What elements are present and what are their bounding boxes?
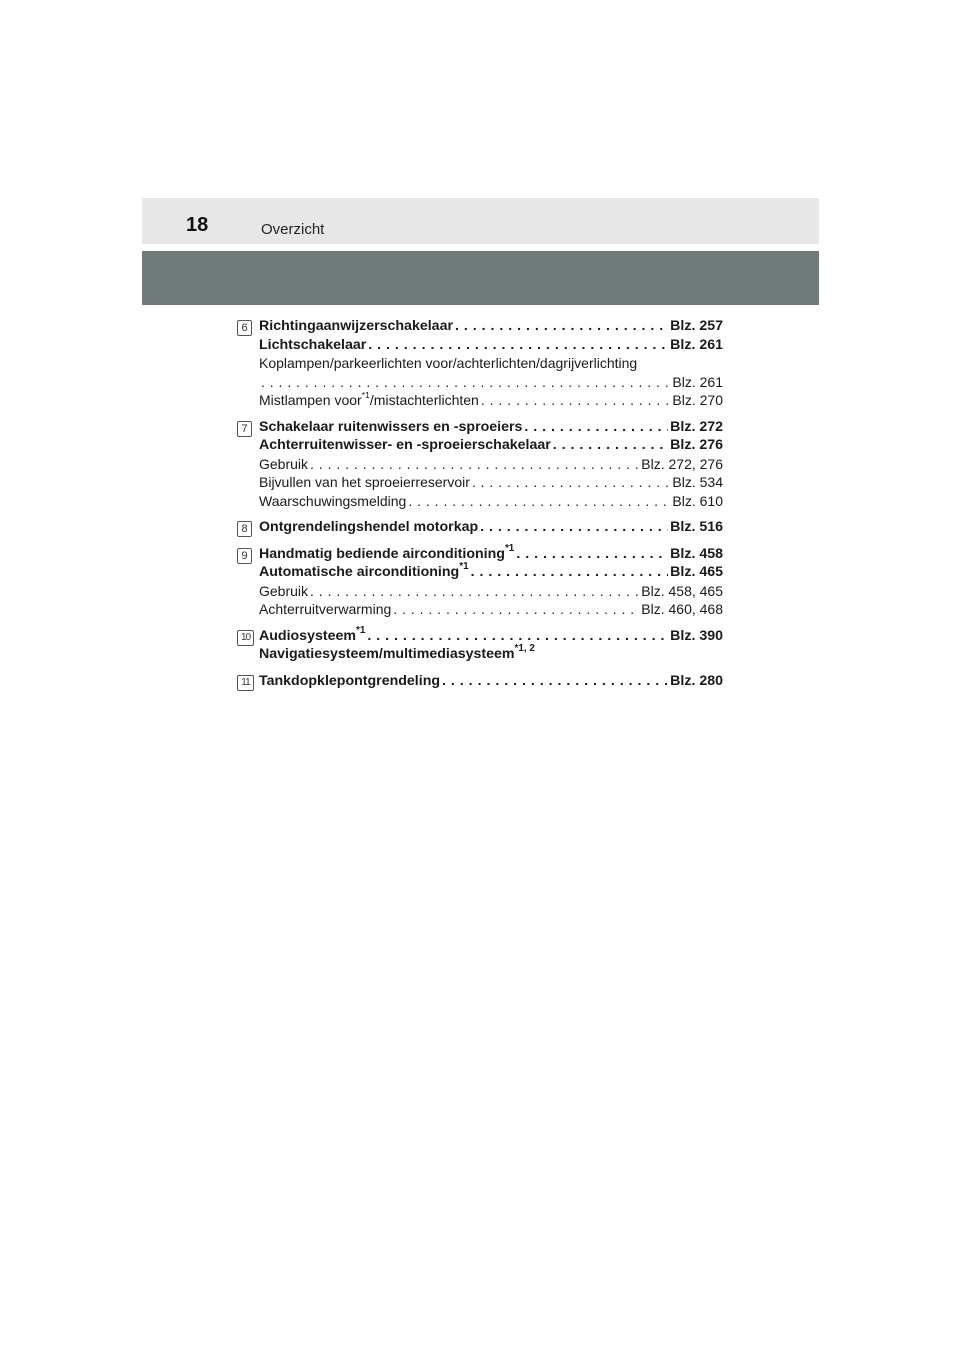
page-reference: Blz. 460, 468 <box>641 601 723 617</box>
page-reference: Blz. 261 <box>672 373 723 390</box>
entry-label: Gebruik <box>259 455 309 472</box>
page-reference: Blz. 458 <box>670 545 723 562</box>
leader-dots <box>481 391 671 410</box>
index-content <box>237 317 723 698</box>
leader-dots <box>471 563 669 582</box>
page-reference: Blz. 458, 465 <box>641 582 723 599</box>
leader-dots <box>553 436 668 455</box>
entry-label: Audiosysteem$^{*1}$ <box>259 624 366 644</box>
index-entry <box>259 518 723 537</box>
page-reference: Blz. 270 <box>672 392 723 408</box>
item-number-badge: 6 <box>237 320 252 336</box>
index-entry <box>259 542 723 564</box>
entry-label: Schakelaar ruitenwissers en -sproeiers <box>259 418 523 435</box>
entry-label: Richtingaanwijzerschakelaar <box>259 318 453 334</box>
page-number: 18 <box>186 214 209 236</box>
index-section <box>237 672 723 691</box>
index-entry <box>259 624 723 646</box>
entry-label: Achterruitenwisser- en -sproeierschakelaar <box>259 437 551 453</box>
leader-dots <box>310 582 639 601</box>
index-entry <box>259 418 723 437</box>
index-entry <box>259 317 723 336</box>
index-section <box>237 542 723 619</box>
leader-dots <box>261 373 670 392</box>
index-entry <box>259 672 723 691</box>
index-entry <box>259 563 723 582</box>
index-entry <box>259 492 723 511</box>
entry-label: Bijvullen van het sproeierreservoir <box>259 474 470 490</box>
index-entry <box>259 373 723 392</box>
index-entry <box>259 336 723 355</box>
item-number-badge: 9 <box>237 548 252 564</box>
item-number-badge: 11 <box>237 675 254 691</box>
page-reference: Blz. 516 <box>670 519 723 535</box>
footnote-marker: *1, 2 <box>514 643 535 655</box>
index-entry-text: Koplampen/parkeerlichten voor/achterlichten/dagrijverlichting <box>259 355 638 371</box>
section-title: Overzicht <box>261 221 325 238</box>
page-reference: Blz. 280 <box>670 672 723 689</box>
entry-label: Lichtschakelaar <box>259 336 367 353</box>
index-entry <box>259 600 723 619</box>
entry-label: Navigatiesysteem/multimediasysteem$^{*1, 2}$ <box>259 643 535 662</box>
index-entry <box>259 582 723 601</box>
index-entry <box>259 436 723 455</box>
footnote-marker: *1 <box>504 542 515 554</box>
leader-dots <box>368 336 668 355</box>
index-entry <box>259 455 723 474</box>
page-reference: Blz. 272 <box>670 418 723 435</box>
leader-dots <box>408 492 670 511</box>
leader-dots <box>455 317 668 336</box>
leader-dots <box>480 518 668 537</box>
entry-label: Waarschuwingsmelding <box>259 492 407 509</box>
leader-dots <box>516 545 668 564</box>
leader-dots <box>524 418 668 437</box>
item-number-badge: 7 <box>237 421 252 437</box>
index-section <box>237 624 723 664</box>
leader-dots <box>442 672 668 691</box>
page-reference: Blz. 257 <box>670 318 723 334</box>
header-band <box>142 198 819 244</box>
entry-label: Handmatig bediende airconditioning$^{*1}$ <box>259 542 515 562</box>
entry-label: Ontgrendelingshendel motorkap <box>259 519 479 535</box>
leader-dots <box>310 455 639 474</box>
entry-label: Mistlampen voor$^{*1}$/mistachterlichten <box>259 390 479 408</box>
section-banner <box>142 251 819 305</box>
entry-label: Tankdopklepontgrendeling <box>259 672 441 689</box>
page-reference: Blz. 534 <box>672 474 723 490</box>
page-reference: Blz. 261 <box>670 336 723 353</box>
index-section <box>237 518 723 537</box>
index-entry <box>259 391 723 410</box>
footnote-marker: *1 <box>355 624 366 636</box>
page-reference: Blz. 390 <box>670 627 723 644</box>
item-number-badge: 8 <box>237 521 252 537</box>
index-entry <box>259 473 723 492</box>
leader-dots <box>393 600 639 619</box>
leader-dots <box>472 473 671 492</box>
item-number-badge: 10 <box>237 630 254 646</box>
entry-label: Gebruik <box>259 582 309 599</box>
index-section <box>237 317 723 410</box>
index-section <box>237 418 723 511</box>
footnote-marker: *1 <box>361 390 370 401</box>
page-reference: Blz. 610 <box>672 492 723 509</box>
entry-label: Automatische airconditioning$^{*1}$ <box>259 561 469 580</box>
entry-label: Achterruitverwarming <box>259 601 392 617</box>
page-reference: Blz. 276 <box>670 437 723 453</box>
index-entry <box>259 645 723 664</box>
footnote-marker: *1 <box>459 561 469 573</box>
page-reference: Blz. 272, 276 <box>641 455 723 472</box>
page-reference: Blz. 465 <box>670 564 723 580</box>
